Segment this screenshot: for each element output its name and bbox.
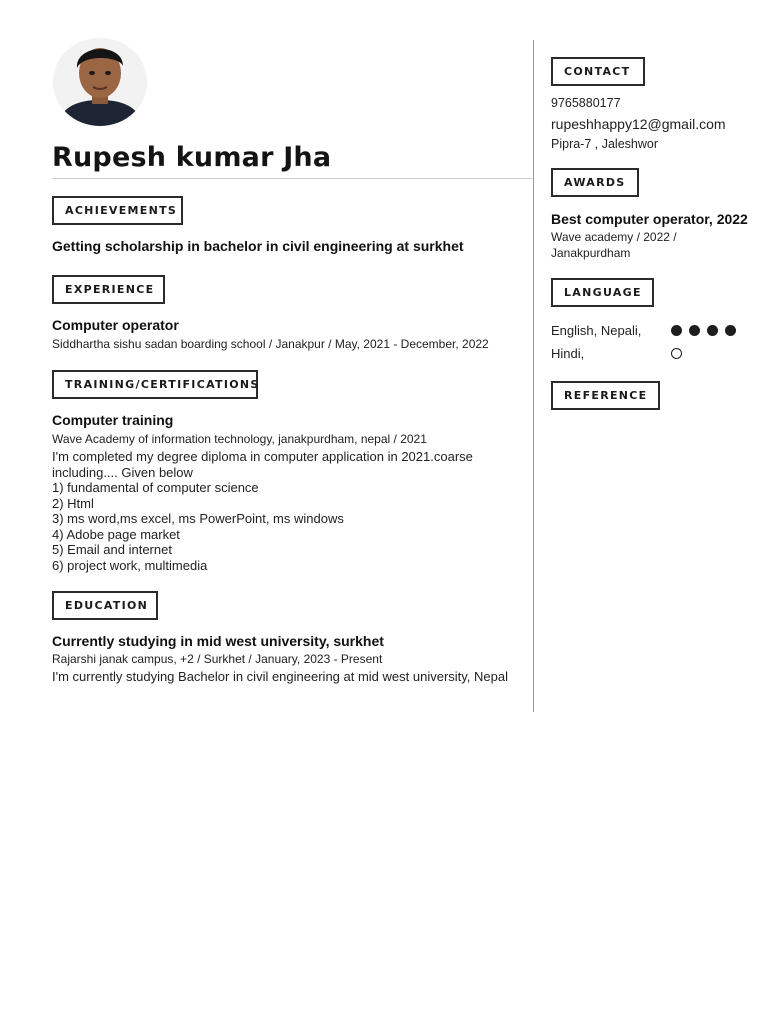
right-column [551, 57, 751, 410]
rating-dot-filled [725, 325, 736, 336]
achievements-heading: ACHIEVEMENTS [52, 196, 183, 225]
awards-heading: AWARDS [551, 168, 639, 197]
language-heading: LANGUAGE [551, 278, 654, 307]
language-row [551, 319, 751, 367]
rating-dot-filled [671, 325, 682, 336]
experience-section [52, 275, 522, 351]
experience-title: Computer operator [52, 317, 179, 333]
training-line: 5) Email and internet [52, 542, 172, 557]
reference-heading: REFERENCE [551, 381, 660, 410]
profile-photo-illustration [53, 38, 147, 126]
education-text: I'm currently studying Bachelor in civil engineering at mid west university, Nepal [52, 669, 508, 684]
reference-section [551, 381, 751, 410]
training-line: 3) ms word,ms excel, ms PowerPoint, ms windows [52, 511, 344, 526]
left-column [52, 196, 522, 685]
education-meta: Rajarshi janak campus, +2 / Surkhet / January, 2023 - Present [52, 652, 383, 666]
training-heading: TRAINING/CERTIFICATIONS [52, 370, 258, 399]
education-heading: EDUCATION [52, 591, 158, 620]
education-section [52, 591, 522, 685]
achievements-section [52, 196, 522, 254]
training-line: including.... Given below [52, 464, 193, 480]
education-title: Currently studying in mid west university, surkhet [52, 633, 384, 649]
award-title: Best computer operator, 2022 [551, 211, 748, 227]
language-rating [671, 325, 751, 361]
rating-dot-empty [671, 348, 682, 359]
training-line: I'm completed my degree diploma in computer application in 2021.coarse [52, 449, 473, 464]
contact-heading: CONTACT [551, 57, 645, 86]
language-line2: Hindi, [551, 346, 585, 361]
training-description [52, 449, 522, 573]
contact-section [551, 57, 751, 151]
training-line: 2) Html [52, 495, 94, 511]
training-title: Computer training [52, 412, 174, 428]
training-line: 1) fundamental of computer science [52, 480, 259, 495]
rating-dot-filled [707, 325, 718, 336]
profile-photo [53, 38, 147, 126]
training-line: 6) project work, multimedia [52, 557, 208, 573]
contact-address: Pipra-7 , Jaleshwor [551, 137, 658, 151]
contact-phone[interactable]: 9765880177 [551, 96, 621, 110]
name-divider [52, 178, 533, 179]
candidate-name: Rupesh kumar Jha [52, 142, 332, 173]
column-divider [533, 40, 534, 712]
experience-heading: EXPERIENCE [52, 275, 165, 304]
achievement-text: Getting scholarship in bachelor in civil engineering at surkhet [52, 238, 464, 254]
language-line1: English, Nepali, [551, 323, 642, 338]
award-meta-line1: Wave academy / 2022 / [551, 230, 677, 244]
training-section [52, 370, 522, 573]
language-list [551, 319, 666, 365]
language-section [551, 278, 751, 367]
contact-email[interactable]: rupeshhappy12@gmail.com [551, 116, 726, 132]
training-meta: Wave Academy of information technology, janakpurdham, nepal / 2021 [52, 432, 427, 446]
awards-section [551, 168, 751, 260]
experience-meta: Siddhartha sishu sadan boarding school / Janakpur / May, 2021 - December, 2022 [52, 337, 489, 351]
training-line: 4) Adobe page market [52, 526, 180, 542]
award-meta-line2: Janakpurdham [551, 246, 631, 260]
rating-dot-filled [689, 325, 700, 336]
